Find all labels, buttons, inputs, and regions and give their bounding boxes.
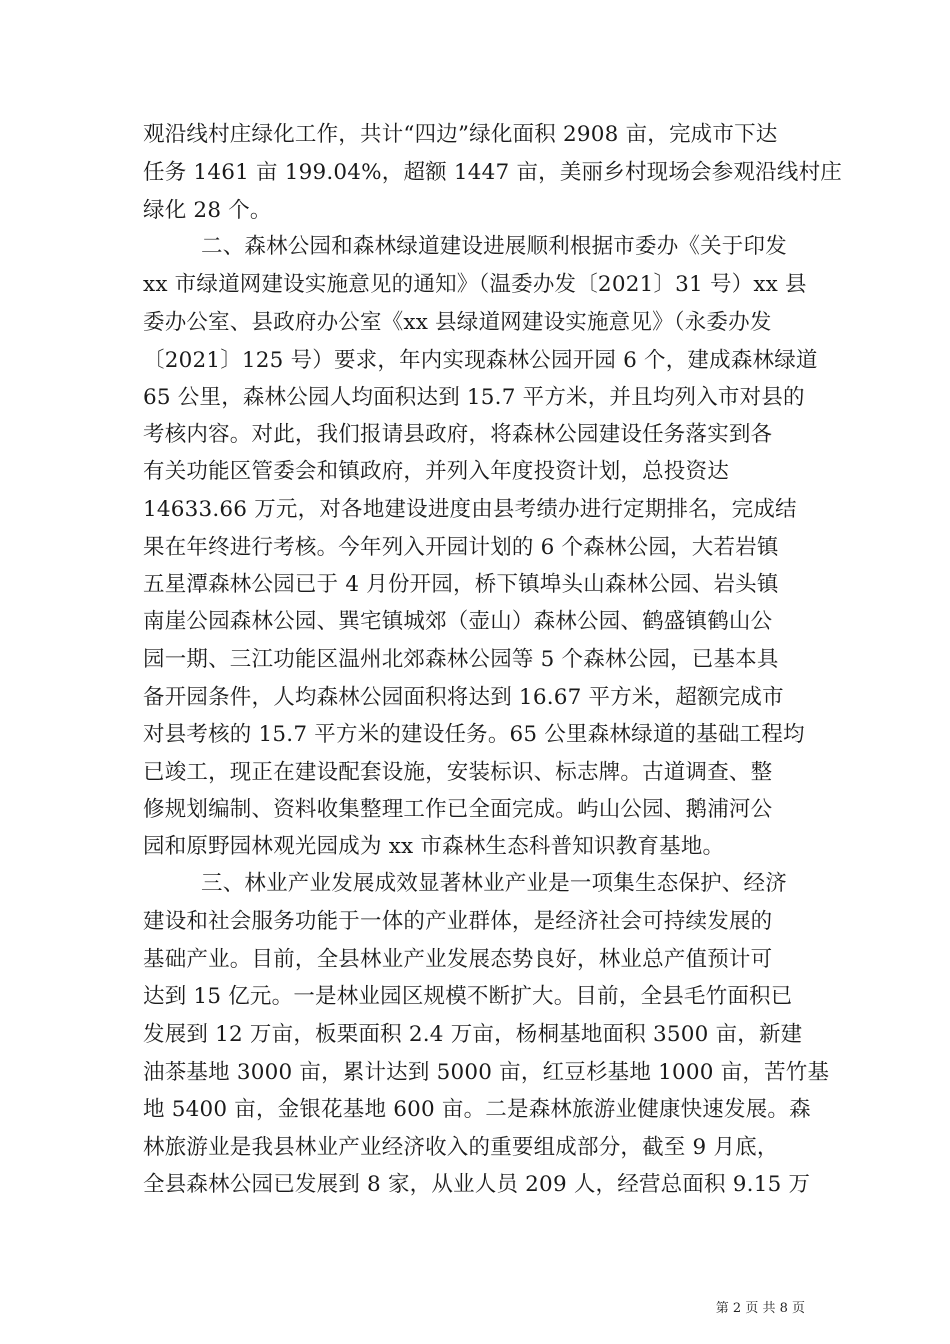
body-line-17: 对县考核的 15.7 平方米的建设任务。65 公里森林绿道的基础工程均 (143, 722, 805, 747)
body-line-01: 观沿线村庄绿化工作，共计“四边”绿化面积 2908 亩，完成市下达 (143, 122, 778, 147)
body-line-20: 园和原野园林观光园成为 xx 市森林生态科普知识教育基地。 (143, 834, 725, 859)
body-line-15: 园一期、三江功能区温州北郊森林公园等 5 个森林公园，已基本具 (143, 647, 779, 672)
body-line-05: xx 市绿道网建设实施意见的通知》（温委办发〔2021〕31 号）xx 县 (143, 272, 807, 297)
body-line-08: 65 公里，森林公园人均面积达到 15.7 平方米，并且均列入市对县的 (143, 385, 805, 410)
body-line-24: 达到 15 亿元。一是林业园区规模不断扩大。目前，全县毛竹面积已 (143, 984, 793, 1009)
body-line-07: 〔2021〕125 号）要求，年内实现森林公园开园 6 个，建成森林绿道 (143, 348, 818, 373)
page-number-footer: 第 2 页 共 8 页 (715, 1301, 805, 1316)
body-line-18: 已竣工，现正在建设配套设施，安装标识、标志牌。古道调查、整 (143, 760, 773, 785)
body-line-09: 考核内容。对此，我们报请县政府，将森林公园建设任务落实到各 (143, 422, 773, 447)
body-line-10: 有关功能区管委会和镇政府，并列入年度投资计划，总投资达 (143, 459, 729, 484)
body-line-16: 备开园条件，人均森林公园面积将达到 16.67 平方米，超额完成市 (143, 685, 784, 710)
body-line-26: 油茶基地 3000 亩，累计达到 5000 亩，红豆杉基地 1000 亩，苦竹基 (143, 1060, 830, 1085)
body-line-03: 绿化 28 个。 (143, 198, 272, 223)
body-line-12: 果在年终进行考核。今年列入开园计划的 6 个森林公园，大若岩镇 (143, 535, 779, 560)
body-line-13: 五星潭森林公园已于 4 月份开园，桥下镇埠头山森林公园、岩头镇 (143, 572, 779, 597)
body-line-29: 全县森林公园已发展到 8 家，从业人员 209 人，经营总面积 9.15 万 (143, 1172, 811, 1197)
body-line-23: 基础产业。目前，全县林业产业发展态势良好，林业总产值预计可 (143, 947, 773, 972)
body-line-25: 发展到 12 万亩，板栗面积 2.4 万亩，杨桐基地面积 3500 亩，新建 (143, 1022, 803, 1047)
paragraph-three-heading-line: 三、林业产业发展成效显著林业产业是一项集生态保护、经济 (201, 871, 787, 896)
body-line-02: 任务 1461 亩 199.04%，超额 1447 亩，美丽乡村现场会参观沿线村庄 (143, 160, 842, 185)
body-line-06: 委办公室、县政府办公室《xx 县绿道网建设实施意见》（永委办发 (143, 310, 772, 335)
paragraph-two-heading-line: 二、森林公园和森林绿道建设进展顺利根据市委办《关于印发 (201, 234, 787, 259)
body-line-27: 地 5400 亩，金银花基地 600 亩。二是森林旅游业健康快速发展。森 (143, 1097, 811, 1122)
body-line-19: 修规划编制、资料收集整理工作已全面完成。屿山公园、鹅浦河公 (143, 797, 773, 822)
body-line-22: 建设和社会服务功能于一体的产业群体，是经济社会可持续发展的 (143, 909, 773, 934)
body-line-11: 14633.66 万元，对各地建设进度由县考绩办进行定期排名，完成结 (143, 497, 797, 522)
body-line-14: 南崖公园森林公园、巽宅镇城郊（壶山）森林公园、鹤盛镇鹤山公 (143, 609, 773, 634)
body-line-28: 林旅游业是我县林业产业经济收入的重要组成部分，截至 9 月底， (143, 1135, 779, 1160)
